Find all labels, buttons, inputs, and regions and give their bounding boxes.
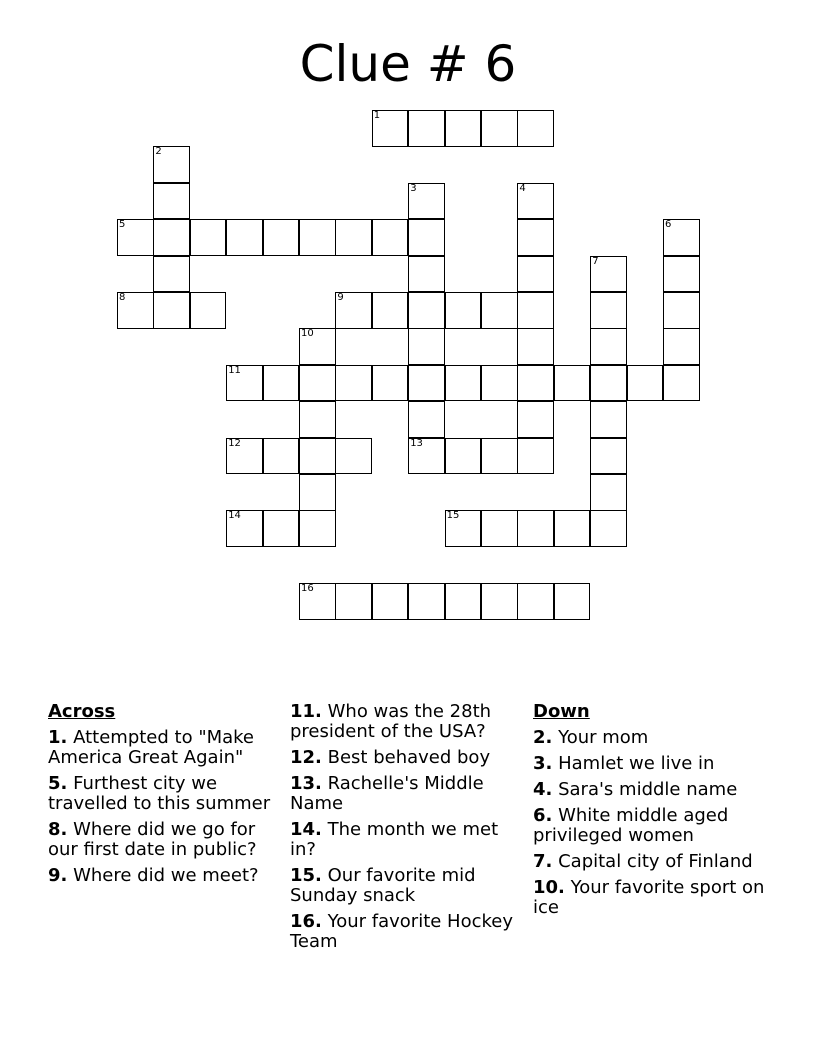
grid-cell[interactable] xyxy=(408,401,445,438)
grid-cell[interactable] xyxy=(517,256,554,293)
grid-cell[interactable] xyxy=(445,583,482,620)
clue-number: 7 xyxy=(592,255,599,267)
clue-down: 6. White middle aged privileged women xyxy=(533,805,729,846)
grid-cell[interactable] xyxy=(517,510,554,547)
grid-cell[interactable] xyxy=(335,292,372,329)
grid-cell[interactable] xyxy=(590,292,627,329)
grid-cell[interactable] xyxy=(663,328,700,365)
grid-cell[interactable] xyxy=(190,219,227,256)
grid-cell[interactable] xyxy=(517,219,554,256)
grid-cell[interactable] xyxy=(153,292,190,329)
clue-across: 13. Rachelle's Middle Name xyxy=(290,773,484,814)
clue-down: 3. Hamlet we live in xyxy=(533,753,715,774)
grid-cell[interactable] xyxy=(372,219,409,256)
grid-cell[interactable] xyxy=(481,583,518,620)
grid-cell[interactable] xyxy=(153,256,190,293)
grid-cell[interactable] xyxy=(445,292,482,329)
grid-cell[interactable] xyxy=(445,510,482,547)
grid-cell[interactable] xyxy=(263,219,300,256)
grid-cell[interactable] xyxy=(663,219,700,256)
grid-cell[interactable] xyxy=(372,110,409,147)
clue-number: 12 xyxy=(228,437,241,449)
clue-number: 3 xyxy=(410,182,417,194)
clue-number: 10 xyxy=(301,328,314,340)
clue-across: 5. Furthest city we travelled to this summer xyxy=(48,773,271,814)
grid-cell[interactable] xyxy=(554,365,591,402)
grid-cell[interactable] xyxy=(299,219,336,256)
clue-number: 5 xyxy=(119,219,126,231)
grid-cell[interactable] xyxy=(517,438,554,475)
grid-cell[interactable] xyxy=(408,583,445,620)
grid-cell[interactable] xyxy=(335,219,372,256)
grid-cell[interactable] xyxy=(481,438,518,475)
grid-cell[interactable] xyxy=(663,292,700,329)
clue-number: 2 xyxy=(155,146,162,158)
grid-cell[interactable] xyxy=(590,365,627,402)
grid-cell[interactable] xyxy=(299,438,336,475)
grid-cell[interactable] xyxy=(445,438,482,475)
grid-cell[interactable] xyxy=(590,328,627,365)
grid-cell[interactable] xyxy=(481,365,518,402)
grid-cell[interactable] xyxy=(117,292,154,329)
clue-number: 4 xyxy=(519,182,526,194)
grid-cell[interactable] xyxy=(481,510,518,547)
grid-cell[interactable] xyxy=(226,438,263,475)
grid-cell[interactable] xyxy=(517,401,554,438)
across-header: Across xyxy=(48,701,116,722)
grid-cell[interactable] xyxy=(445,365,482,402)
grid-cell[interactable] xyxy=(299,510,336,547)
grid-cell[interactable] xyxy=(517,292,554,329)
grid-cell[interactable] xyxy=(590,256,627,293)
grid-cell[interactable] xyxy=(517,183,554,220)
grid-cell[interactable] xyxy=(517,365,554,402)
down-header: Down xyxy=(533,701,590,722)
grid-cell[interactable] xyxy=(627,365,664,402)
clue-number: 1 xyxy=(373,110,381,121)
grid-cell[interactable] xyxy=(590,474,627,511)
clue-across: 9. Where did we meet? xyxy=(48,865,259,886)
grid-cell[interactable] xyxy=(335,438,372,475)
grid-cell[interactable] xyxy=(263,438,300,475)
grid-cell[interactable] xyxy=(590,401,627,438)
grid-cell[interactable] xyxy=(299,365,336,402)
grid-cell[interactable] xyxy=(408,256,445,293)
grid-cell[interactable] xyxy=(408,219,445,256)
grid-cell[interactable] xyxy=(153,183,190,220)
grid-cell[interactable] xyxy=(299,328,336,365)
grid-cell[interactable] xyxy=(517,110,554,147)
grid-cell[interactable] xyxy=(408,292,445,329)
grid-cell[interactable] xyxy=(372,365,409,402)
clue-number: 13 xyxy=(410,437,423,449)
grid-cell[interactable] xyxy=(590,438,627,475)
clue-down: 4. Sara's middle name xyxy=(533,779,738,800)
clue-number: 11 xyxy=(228,364,241,376)
clues-column-3 xyxy=(533,702,769,924)
clue-number: 8 xyxy=(119,292,126,303)
clue-number: 9 xyxy=(337,292,344,303)
grid-cell[interactable] xyxy=(372,583,409,620)
page-title: Clue # 6 xyxy=(299,35,517,93)
grid-cell[interactable] xyxy=(408,183,445,220)
clue-down: 2. Your mom xyxy=(533,727,649,748)
grid-cell[interactable] xyxy=(153,219,190,256)
grid-cell[interactable] xyxy=(408,365,445,402)
grid-cell[interactable] xyxy=(372,292,409,329)
grid-cell[interactable] xyxy=(226,219,263,256)
clues-column-2 xyxy=(290,702,526,958)
clue-across: 15. Our favorite mid Sunday snack xyxy=(290,865,476,906)
grid-cell[interactable] xyxy=(117,219,154,256)
grid-cell[interactable] xyxy=(335,583,372,620)
grid-cell[interactable] xyxy=(153,146,190,183)
grid-cell[interactable] xyxy=(226,510,263,547)
grid-cell[interactable] xyxy=(190,292,227,329)
grid-cell[interactable] xyxy=(481,292,518,329)
grid-cell[interactable] xyxy=(335,365,372,402)
clue-number: 15 xyxy=(446,510,460,522)
clue-across: 8. Where did we go for our first date in public? xyxy=(48,819,257,860)
grid-cell[interactable] xyxy=(408,110,445,147)
clue-down: 7. Capital city of Finland xyxy=(533,851,753,872)
grid-cell[interactable] xyxy=(663,256,700,293)
grid-cell[interactable] xyxy=(299,401,336,438)
grid-cell[interactable] xyxy=(481,110,518,147)
clue-across: 12. Best behaved boy xyxy=(290,747,491,768)
grid-cell[interactable] xyxy=(408,328,445,365)
grid-cell[interactable] xyxy=(408,438,445,475)
clue-across: 16. Your favorite Hockey Team xyxy=(290,911,513,952)
grid-cell[interactable] xyxy=(554,510,591,547)
grid-cell[interactable] xyxy=(445,110,482,147)
grid-cell[interactable] xyxy=(517,583,554,620)
grid-cell[interactable] xyxy=(263,365,300,402)
clue-number: 6 xyxy=(665,219,672,231)
grid-cell[interactable] xyxy=(517,328,554,365)
clue-number: 14 xyxy=(228,510,241,522)
clue-across: 11. Who was the 28th president of the USA? xyxy=(290,701,492,742)
clue-across: 14. The month we met in? xyxy=(290,819,499,860)
grid-cell[interactable] xyxy=(299,583,336,620)
clue-number: 16 xyxy=(301,583,314,595)
grid-cell[interactable] xyxy=(226,365,263,402)
grid-cell[interactable] xyxy=(590,510,627,547)
clue-down: 10. Your favorite sport on ice xyxy=(533,877,765,918)
grid-cell[interactable] xyxy=(299,474,336,511)
clues-column-1 xyxy=(48,702,284,892)
grid-cell[interactable] xyxy=(663,365,700,402)
grid-cell[interactable] xyxy=(263,510,300,547)
grid-cell[interactable] xyxy=(554,583,591,620)
clue-across: 1. Attempted to "Make America Great Again" xyxy=(48,727,255,768)
